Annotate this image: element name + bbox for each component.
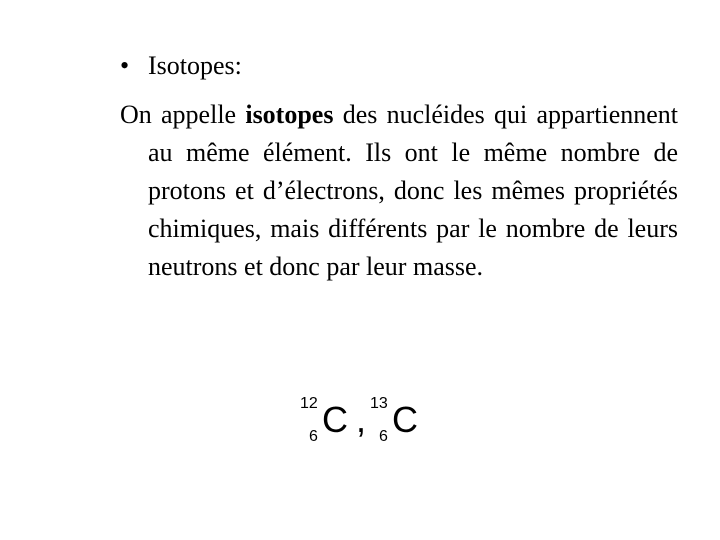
- atomic-number: 6: [379, 428, 388, 445]
- mass-number: 13: [370, 395, 388, 412]
- definition-term: isotopes: [245, 100, 334, 129]
- isotope-formula: [300, 395, 418, 448]
- bullet-heading: [120, 48, 242, 84]
- element-symbol: C: [322, 399, 348, 440]
- mass-number: 12: [300, 395, 318, 412]
- atomic-number: 6: [309, 428, 318, 445]
- bullet-icon: •: [120, 51, 130, 80]
- definition-body: des nucléides qui appartiennent au même élément. Ils ont le même nombre de protons et d’électrons, donc les mêmes propriétés chimiques, mais différents par le nombre de leurs neutrons et donc par leur masse.: [148, 100, 679, 281]
- definition-paragraph: [120, 96, 678, 286]
- definition-intro: On appelle: [120, 100, 246, 129]
- carbon-13-nuclide: [370, 396, 430, 448]
- heading-text: Isotopes:: [148, 51, 242, 80]
- element-symbol: C: [392, 399, 418, 440]
- formula-separator: ,: [356, 399, 367, 440]
- carbon-12-nuclide: [300, 396, 360, 448]
